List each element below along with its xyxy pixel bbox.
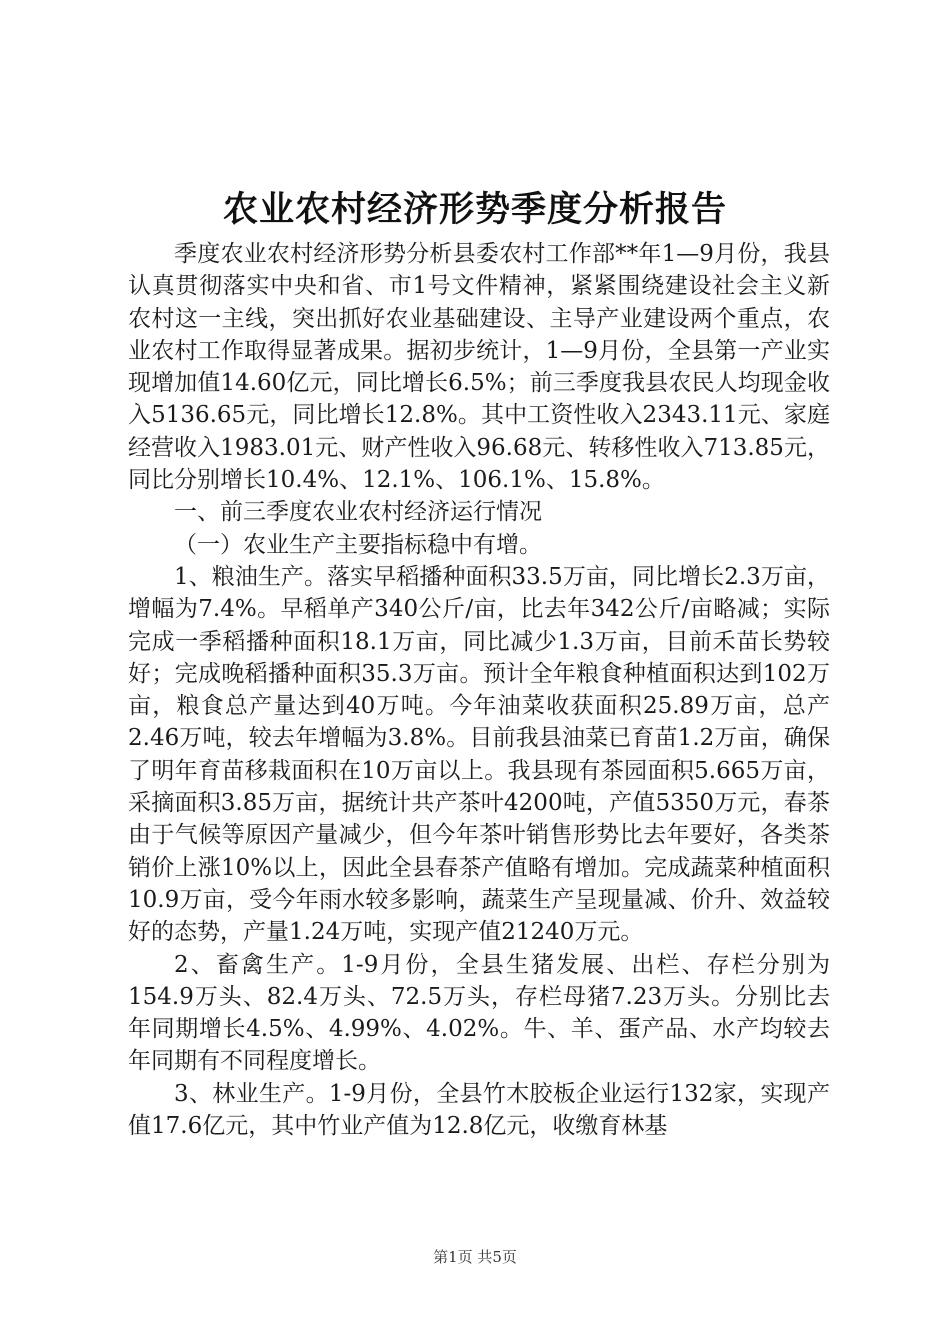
page-footer: 第1页 共5页 — [433, 1248, 517, 1266]
document-title: 农业农村经济形势季度分析报告 — [222, 189, 727, 230]
paragraph-forestry: 3、林业生产。1-9月份，全县竹木胶板企业运行132家，实现产值17.6亿元，其中竹业产值为12.8亿元，收缴育林基 — [128, 1080, 830, 1140]
section-heading-1: 一、前三季度农业农村经济运行情况 — [174, 499, 542, 526]
paragraph-grain-oil: 1、粮油生产。落实早稻播种面积33.5万亩，同比增长2.3万亩，增幅为7.4%。早稻单产340公斤/亩，比去年342公斤/亩略减；实际完成一季稻播种面积18.1万亩，同比减少1.3万亩，目前禾苗长势较好；完成晚稻播种面积35.3万亩。预计全年粮食种植面积达到102万亩，粮食总产量达到40万吨。今年油菜收获面积25.89万亩，总产2.46万吨，较去年增幅为3.8%。目前我县油菜已育苗1.2万亩，确保了明年育苗移栽面积在10万亩以上。我县现有茶园面积5.665万亩，采摘面积3.85万亩，据统计共产茶叶4200吨，产值5350万元，春茶由于气候等原因产量减少，但今年茶叶销售形势比去年要好，各类茶销价上涨10%以上，因此全县春茶产值略有增加。完成蔬菜种植面积10.9万亩，受今年雨水较多影响，蔬菜生产呈现量减、价升、效益较好的态势，产量1.24万吨，实现产值21240万元。 — [128, 563, 830, 946]
paragraph-intro: 季度农业农村经济形势分析县委农村工作部**年1—9月份，我县认真贯彻落实中央和省、市1号文件精神，紧紧围绕建设社会主义新农村这一主线，突出抓好农业基础建设、主导产业建设两个重点，农业农村工作取得显著成果。据初步统计，1—9月份，全县第一产业实现增加值14.60亿元，同比增长6.5%；前三季度我县农民人均现金收入5136.65元，同比增长12.8%。其中工资性收入2343.11元、家庭经营收入1983.01元、财产性收入96.68元、转移性收入713.85元，同比分别增长10.4%、12.1%、106.1%、15.8%。 — [128, 241, 830, 494]
paragraph-livestock: 2、畜禽生产。1-9月份，全县生猪发展、出栏、存栏分别为154.9万头、82.4万头、72.5万头，存栏母猪7.23万头。分别比去年同期增长4.5%、4.99%、4.02%。牛、羊、蛋产品、水产均较去年同期有不同程度增长。 — [128, 951, 830, 1075]
subsection-heading-1: （一）农业生产主要指标稳中有增。 — [174, 531, 542, 558]
document-body — [128, 238, 830, 1142]
